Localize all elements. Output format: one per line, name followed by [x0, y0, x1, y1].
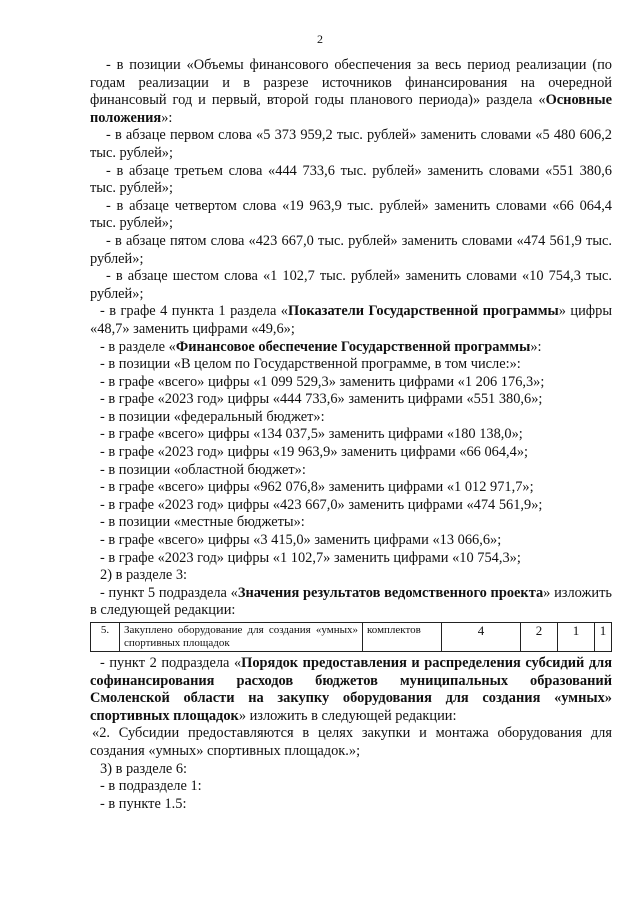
list-item: - в позиции «местные бюджеты»: — [100, 514, 305, 531]
list-item: - в графе «2023 год» цифры «444 733,6» заменить цифрами «551 380,6»; — [100, 391, 543, 408]
paragraph-subsidies-order: - пункт 2 подраздела «Порядок предоставления и распределения субсидий для софинансирования расходов бюджетов муниципальных образований Смоленской области на закупку оборудования для создания «умных» спортивных площадок» изложить в следующей редакции: — [90, 655, 612, 724]
paragraph-abzac-5: - в абзаце пятом слова «423 667,0 тыс. рублей» заменить словами «474 561,9 тыс. рублей»; — [90, 232, 612, 267]
cell-number: 5. — [91, 623, 120, 652]
list-item: - в позиции «областной бюджет»: — [100, 461, 306, 478]
list-item: - в графе «всего» цифры «3 415,0» заменить цифрами «13 066,6»; — [100, 532, 502, 549]
list-item: - в графе «всего» цифры «134 037,5» заменить цифрами «180 138,0»; — [100, 426, 523, 443]
list-item: - в графе «2023 год» цифры «19 963,9» заменить цифрами «66 064,4»; — [100, 444, 529, 461]
paragraph-volumes: - в позиции «Объемы финансового обеспечения за весь период реализации (по годам реализации и в разрезе источников финансирования на очередной финансовый год и первый, второй годы планового периода)» раздела «Основные положения»: — [90, 57, 612, 126]
page-number: 2 — [317, 32, 323, 46]
paragraph-results: - пункт 5 подраздела «Значения результатов ведомственного проекта» изложить в следующей редакции: — [90, 584, 612, 619]
paragraph-abzac-3: - в абзаце третьем слова «444 733,6 тыс. рублей» заменить словами «551 380,6 тыс. рублей»; — [90, 162, 612, 197]
section-6-heading: 3) в разделе 6: — [100, 760, 188, 777]
cell-value-2: 2 — [521, 623, 558, 652]
cell-value-3: 1 — [558, 623, 595, 652]
paragraph-abzac-1: - в абзаце первом слова «5 373 959,2 тыс. рублей» заменить словами «5 480 606,2 тыс. рублей»; — [90, 127, 612, 161]
paragraph-financing: - в разделе «Финансовое обеспечение Государственной программы»: — [100, 338, 542, 355]
list-item: - в позиции «В целом по Государственной программе, в том числе:»: — [100, 356, 521, 373]
cell-unit: комплектов — [363, 623, 442, 652]
list-item: - в графе «всего» цифры «962 076,8» заменить цифрами «1 012 971,7»; — [100, 479, 534, 496]
cell-name: Закуплено оборудование для создания «умных» спортивных площадок — [120, 623, 363, 652]
list-item: - в графе «2023 год» цифры «423 667,0» заменить цифрами «474 561,9»; — [100, 496, 543, 513]
list-item: - в позиции «федеральный бюджет»: — [100, 408, 325, 425]
point-1-5: - в пункте 1.5: — [100, 795, 187, 812]
paragraph-indicators: - в графе 4 пункта 1 раздела «Показатели Государственной программы» цифры «48,7» заменить цифрами «49,6»; — [90, 303, 612, 337]
results-table — [90, 622, 612, 652]
section-3-heading: 2) в разделе 3: — [100, 567, 188, 584]
list-item: - в графе «всего» цифры «1 099 529,3» заменить цифрами «1 206 176,3»; — [100, 373, 545, 390]
list-item: - в графе «2023 год» цифры «1 102,7» заменить цифрами «10 754,3»; — [100, 549, 521, 566]
table-row — [91, 623, 612, 652]
cell-value-1: 4 — [442, 623, 521, 652]
subsection-1: - в подразделе 1: — [100, 778, 202, 795]
cell-value-4: 1 — [595, 623, 612, 652]
paragraph-abzac-6: - в абзаце шестом слова «1 102,7 тыс. рублей» заменить словами «10 754,3 тыс. рублей»; — [90, 268, 612, 302]
document-body — [90, 57, 612, 813]
paragraph-new-text: «2. Субсидии предоставляются в целях закупки и монтажа оборудования для создания «умных» спортивных площадок.»; — [90, 725, 612, 759]
paragraph-abzac-4: - в абзаце четвертом слова «19 963,9 тыс. рублей» заменить словами «66 064,4 тыс. рублей»; — [90, 197, 612, 232]
